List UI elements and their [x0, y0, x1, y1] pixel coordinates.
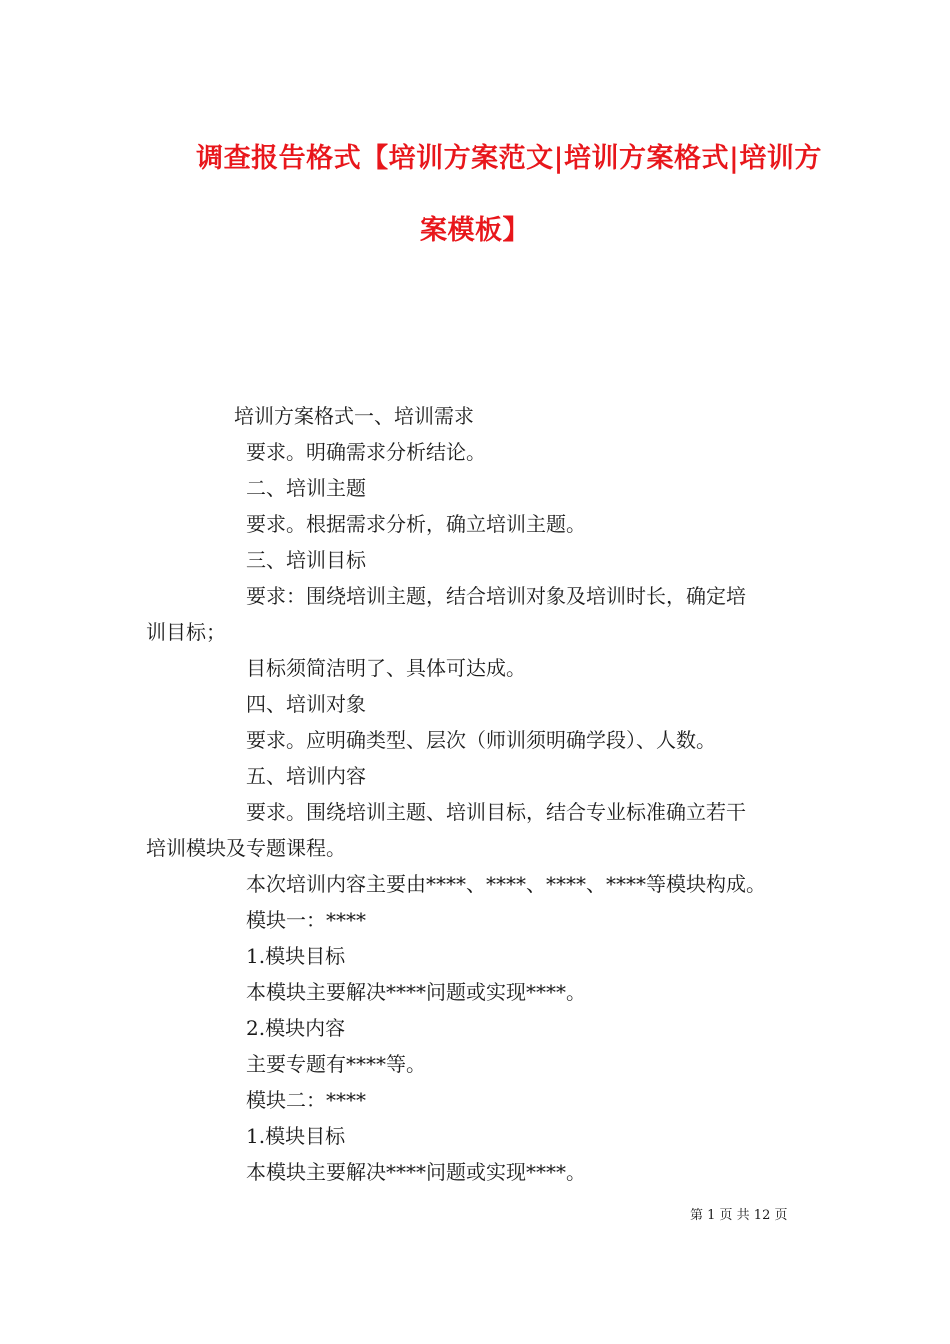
document-title-line-1: 调查报告格式【培训方案范文|培训方案格式|培训方: [196, 143, 822, 174]
paragraph: 四、培训对象: [246, 692, 366, 716]
paragraph: 本模块主要解决****问题或实现****。: [246, 980, 586, 1004]
document-body: [146, 398, 810, 1190]
paragraph: 训目标；: [146, 620, 226, 644]
paragraph: 要求。围绕培训主题、培训目标，结合专业标准确立若干: [246, 800, 746, 824]
paragraph: 五、培训内容: [246, 764, 366, 788]
paragraph: 三、培训目标: [246, 548, 366, 572]
document-title-line-2: 案模板】: [420, 215, 530, 246]
paragraph: 二、培训主题: [246, 476, 366, 500]
paragraph: 目标须简洁明了、具体可达成。: [246, 656, 526, 680]
paragraph: 要求。应明确类型、层次（师训须明确学段）、人数。: [246, 728, 716, 752]
page-footer: 第 1 页 共 12 页: [690, 1208, 788, 1223]
paragraph: 模块二：****: [246, 1088, 366, 1112]
paragraph: 本次培训内容主要由****、****、****、****等模块构成。: [246, 872, 766, 896]
paragraph: 1.模块目标: [246, 1124, 346, 1148]
paragraph: 本模块主要解决****问题或实现****。: [246, 1160, 586, 1184]
paragraph: 要求。根据需求分析，确立培训主题。: [246, 512, 586, 536]
paragraph: 要求：围绕培训主题，结合培训对象及培训时长，确定培: [246, 584, 746, 608]
paragraph: 2.模块内容: [246, 1016, 346, 1040]
paragraph: 模块一：****: [246, 908, 366, 932]
paragraph: 要求。明确需求分析结论。: [246, 440, 486, 464]
paragraph: 培训模块及专题课程。: [146, 836, 346, 860]
paragraph: 主要专题有****等。: [246, 1052, 426, 1076]
paragraph: 培训方案格式一、培训需求: [234, 404, 474, 428]
paragraph: 1.模块目标: [246, 944, 346, 968]
